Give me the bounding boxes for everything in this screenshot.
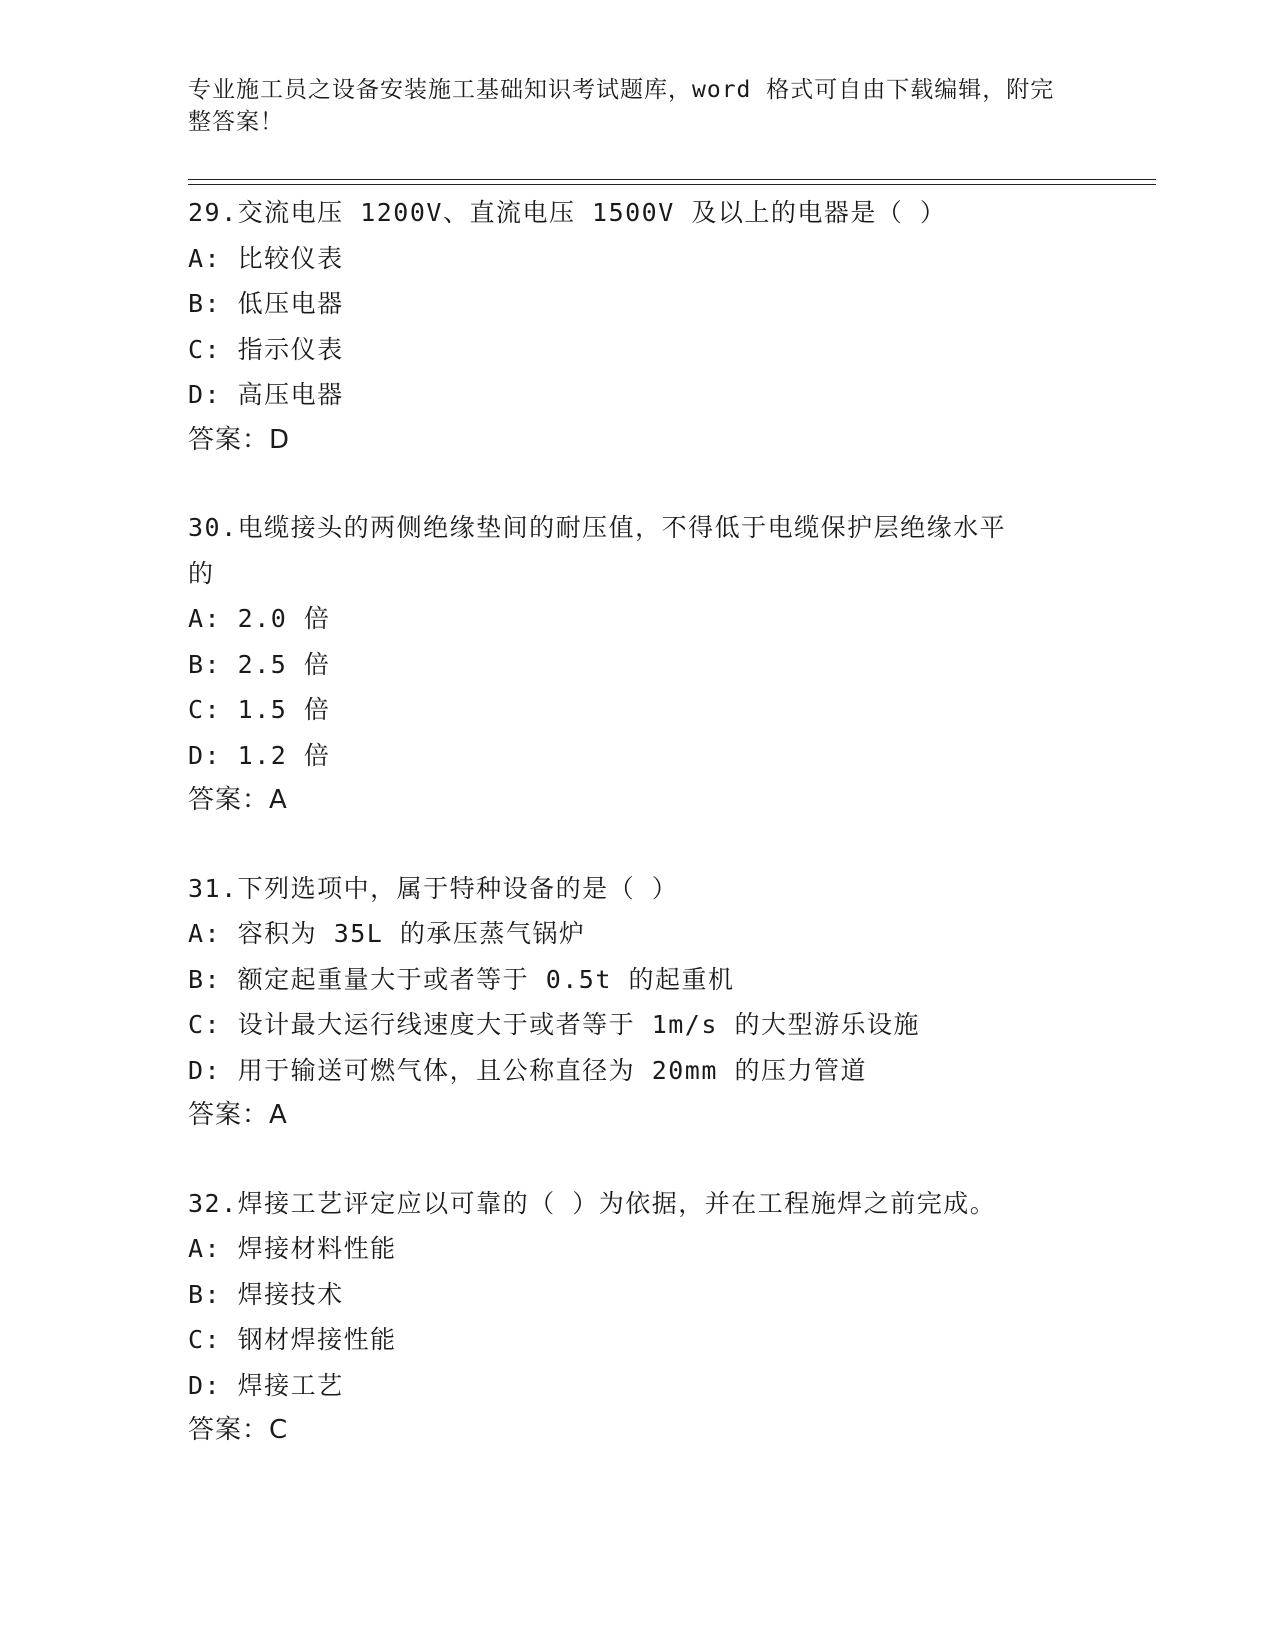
header-line-1: 专业施工员之设备安装施工基础知识考试题库，word 格式可自由下载编辑，附完 <box>188 77 1055 103</box>
question-30 <box>188 505 1088 824</box>
option-a: A: 比较仪表 <box>188 243 344 273</box>
document-header <box>188 74 1068 138</box>
option-d: D: 高压电器 <box>188 380 344 409</box>
question-stem: 32.焊接工艺评定应以可靠的（ ）为依据，并在工程施焊之前完成。 <box>188 1188 997 1218</box>
question-list <box>188 190 1088 1496</box>
option-c: C: 指示仪表 <box>188 334 344 364</box>
option-d: D: 焊接工艺 <box>188 1370 344 1400</box>
header-divider-top <box>188 179 1156 180</box>
option-b: B: 低压电器 <box>188 289 344 318</box>
question-stem-line-1: 30.电缆接头的两侧绝缘垫间的耐压值，不得低于电缆保护层绝缘水平 <box>188 513 1007 542</box>
question-32 <box>188 1181 1088 1454</box>
option-a: A: 焊接材料性能 <box>188 1234 397 1263</box>
header-line-2: 整答案！ <box>188 109 284 135</box>
header-divider-bottom <box>188 184 1156 185</box>
question-stem: 29.交流电压 1200V、直流电压 1500V 及以上的电器是（ ） <box>188 198 947 227</box>
answer-line: 答案：A <box>188 1100 288 1130</box>
option-b: B: 额定起重量大于或者等于 0.5t 的起重机 <box>188 964 735 994</box>
answer-line: 答案：A <box>188 785 288 815</box>
option-c: C: 设计最大运行线速度大于或者等于 1m/s 的大型游乐设施 <box>188 1010 920 1039</box>
option-c: C: 1.5 倍 <box>188 695 331 724</box>
option-a: A: 容积为 35L 的承压蒸气锅炉 <box>188 919 586 948</box>
answer-line: 答案：C <box>188 1415 289 1445</box>
option-d: D: 用于输送可燃气体，且公称直径为 20mm 的压力管道 <box>188 1055 867 1085</box>
option-b: B: 2.5 倍 <box>188 649 331 679</box>
question-29 <box>188 190 1088 463</box>
question-stem-line-2: 的 <box>188 558 215 588</box>
question-stem: 31.下列选项中，属于特种设备的是（ ） <box>188 873 679 903</box>
option-b: B: 焊接技术 <box>188 1279 344 1309</box>
option-c: C: 钢材焊接性能 <box>188 1325 397 1354</box>
option-d: D: 1.2 倍 <box>188 740 331 770</box>
question-31 <box>188 866 1088 1139</box>
answer-line: 答案：D <box>188 424 291 455</box>
option-a: A: 2.0 倍 <box>188 604 331 633</box>
